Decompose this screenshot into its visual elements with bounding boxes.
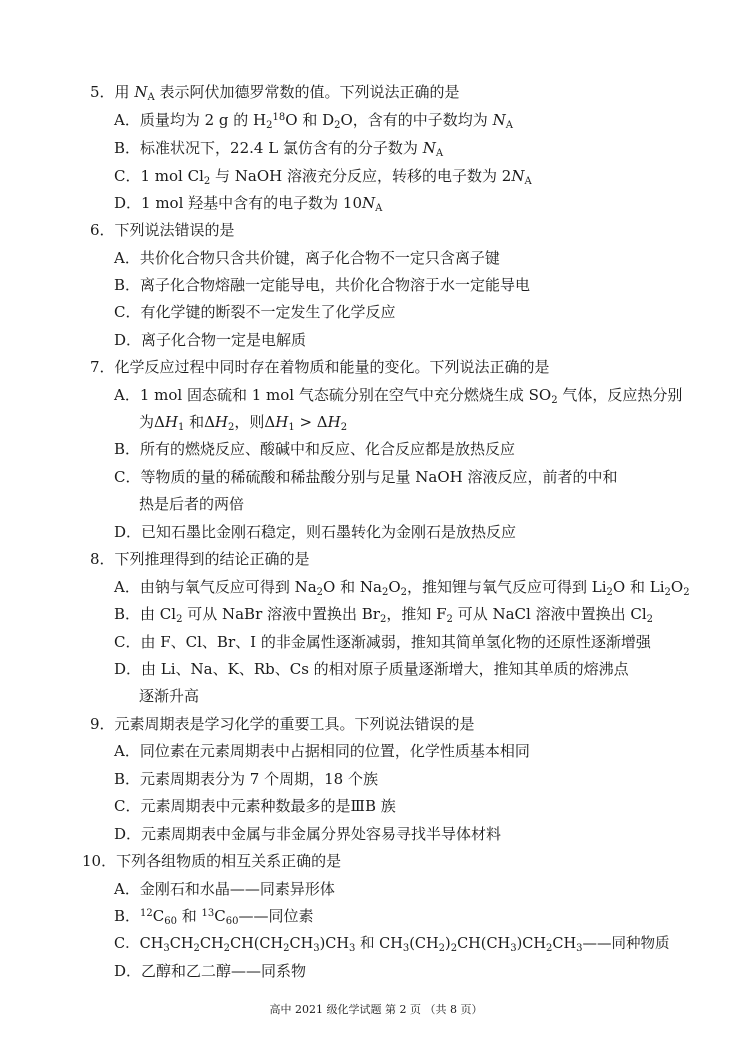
question-7-option-c: C．等物质的量的稀硫酸和稀盐酸分别与足量 NaOH 溶液反应，前者的中和 (114, 468, 618, 486)
question-10-option-d: D．乙醇和乙二醇——同系物 (114, 962, 307, 980)
question-8-option-b: B．由 $Cl_2$ 可从 NaBr 溶液中置换出 $Br_2$，推知 $F_2$ 可从 NaCl 溶液中置换出 $Cl_2$ (114, 605, 653, 625)
page-footer: 高中 2021 级化学试题 第 2 页 （共 8 页） (269, 1003, 483, 1016)
question-5-stem: 5．用 $N_A$ 表示阿伏加德罗常数的值。下列说法正确的是 (90, 83, 460, 103)
question-9-option-d: D．元素周期表中金属与非金属分界处容易寻找半导体材料 (114, 825, 502, 843)
question-6-stem: 6．下列说法错误的是 (90, 221, 235, 239)
question-5-option-d: D．1 mol 羟基中含有的电子数为 $10N_A$ (114, 194, 383, 214)
question-8-stem: 8．下列推理得到的结论正确的是 (90, 550, 310, 568)
question-7-option-a-cont: 为$\Delta H_1$ 和$\Delta H_2$，则$\Delta H_1 > \Delta H_2$ (139, 413, 348, 433)
question-6-option-a: A．共价化合物只含共价键，离子化合物不一定只含离子键 (114, 249, 500, 267)
question-7-option-d: D．已知石墨比金刚石稳定，则石墨转化为金刚石是放热反应 (114, 523, 517, 541)
question-10-option-c: C．$CH_3CH_2CH_2CH(CH_2CH_3)CH_3$ 和 $CH_3(CH_2)_2CH(CH_3)CH_2CH_3——$同种物质 (114, 936, 670, 954)
question-9-option-b: B．元素周期表分为 7 个周期，18 个族 (114, 770, 378, 788)
question-7-option-c-cont: 热是后者的两倍 (139, 495, 245, 513)
question-5-option-b: B．标准状况下，22.4 L 氯仿含有的分子数为 $N_A$ (114, 139, 444, 159)
question-5-option-c: C．1 mol $Cl_2$ 与 NaOH 溶液充分反应，转移的电子数为 $2N_A$ (114, 167, 532, 187)
question-8-option-d-cont: 逐渐升高 (139, 687, 200, 705)
question-8-option-c: C．由 F、Cl、Br、I 的非金属性逐渐减弱，推知其简单氢化物的还原性逐渐增强 (114, 633, 651, 651)
question-7-stem: 7．化学反应过程中同时存在着物质和能量的变化。下列说法正确的是 (90, 358, 550, 376)
question-9-option-a: A．同位素在元素周期表中占据相同的位置，化学性质基本相同 (114, 742, 530, 760)
question-10-option-b: B．$^{12}C_{60}$ 和 $^{13}C_{60}——$同位素 (114, 907, 314, 927)
question-5-option-a: A．质量均为 2 g 的 $H_2^{18}O$ 和 $D_2O$，含有的中子数均为 $N_A$ (114, 111, 513, 131)
question-10-option-a: A．金刚石和水晶——同素异形体 (114, 880, 335, 898)
question-7-option-b: B．所有的燃烧反应、酸碱中和反应、化合反应都是放热反应 (114, 440, 516, 458)
question-9-stem: 9．元素周期表是学习化学的重要工具。下列说法错误的是 (90, 715, 475, 733)
question-8-option-a: A．由钠与氧气反应可得到 $Na_2O$ 和 $Na_2O_2$，推知锂与氧气反应可得到 $Li_2O$ 和 $Li_2O_2$ (114, 578, 690, 598)
question-6-option-d: D．离子化合物一定是电解质 (114, 331, 307, 349)
question-9-option-c: C．元素周期表中元素种数最多的是ⅢB 族 (114, 797, 396, 815)
question-6-option-c: C．有化学键的断裂不一定发生了化学反应 (114, 303, 396, 321)
question-6-option-b: B．离子化合物熔融一定能导电，共价化合物溶于水一定能导电 (114, 276, 531, 294)
question-8-option-d: D．由 Li、Na、K、Rb、Cs 的相对原子质量逐渐增大，推知其单质的熔沸点 (114, 660, 629, 678)
question-10-stem: 10．下列各组物质的相互关系正确的是 (82, 852, 342, 870)
question-7-option-a: A．1 mol 固态硫和 1 mol 气态硫分别在空气中充分燃烧生成 $SO_2$ 气体，反应热分别 (114, 386, 683, 406)
